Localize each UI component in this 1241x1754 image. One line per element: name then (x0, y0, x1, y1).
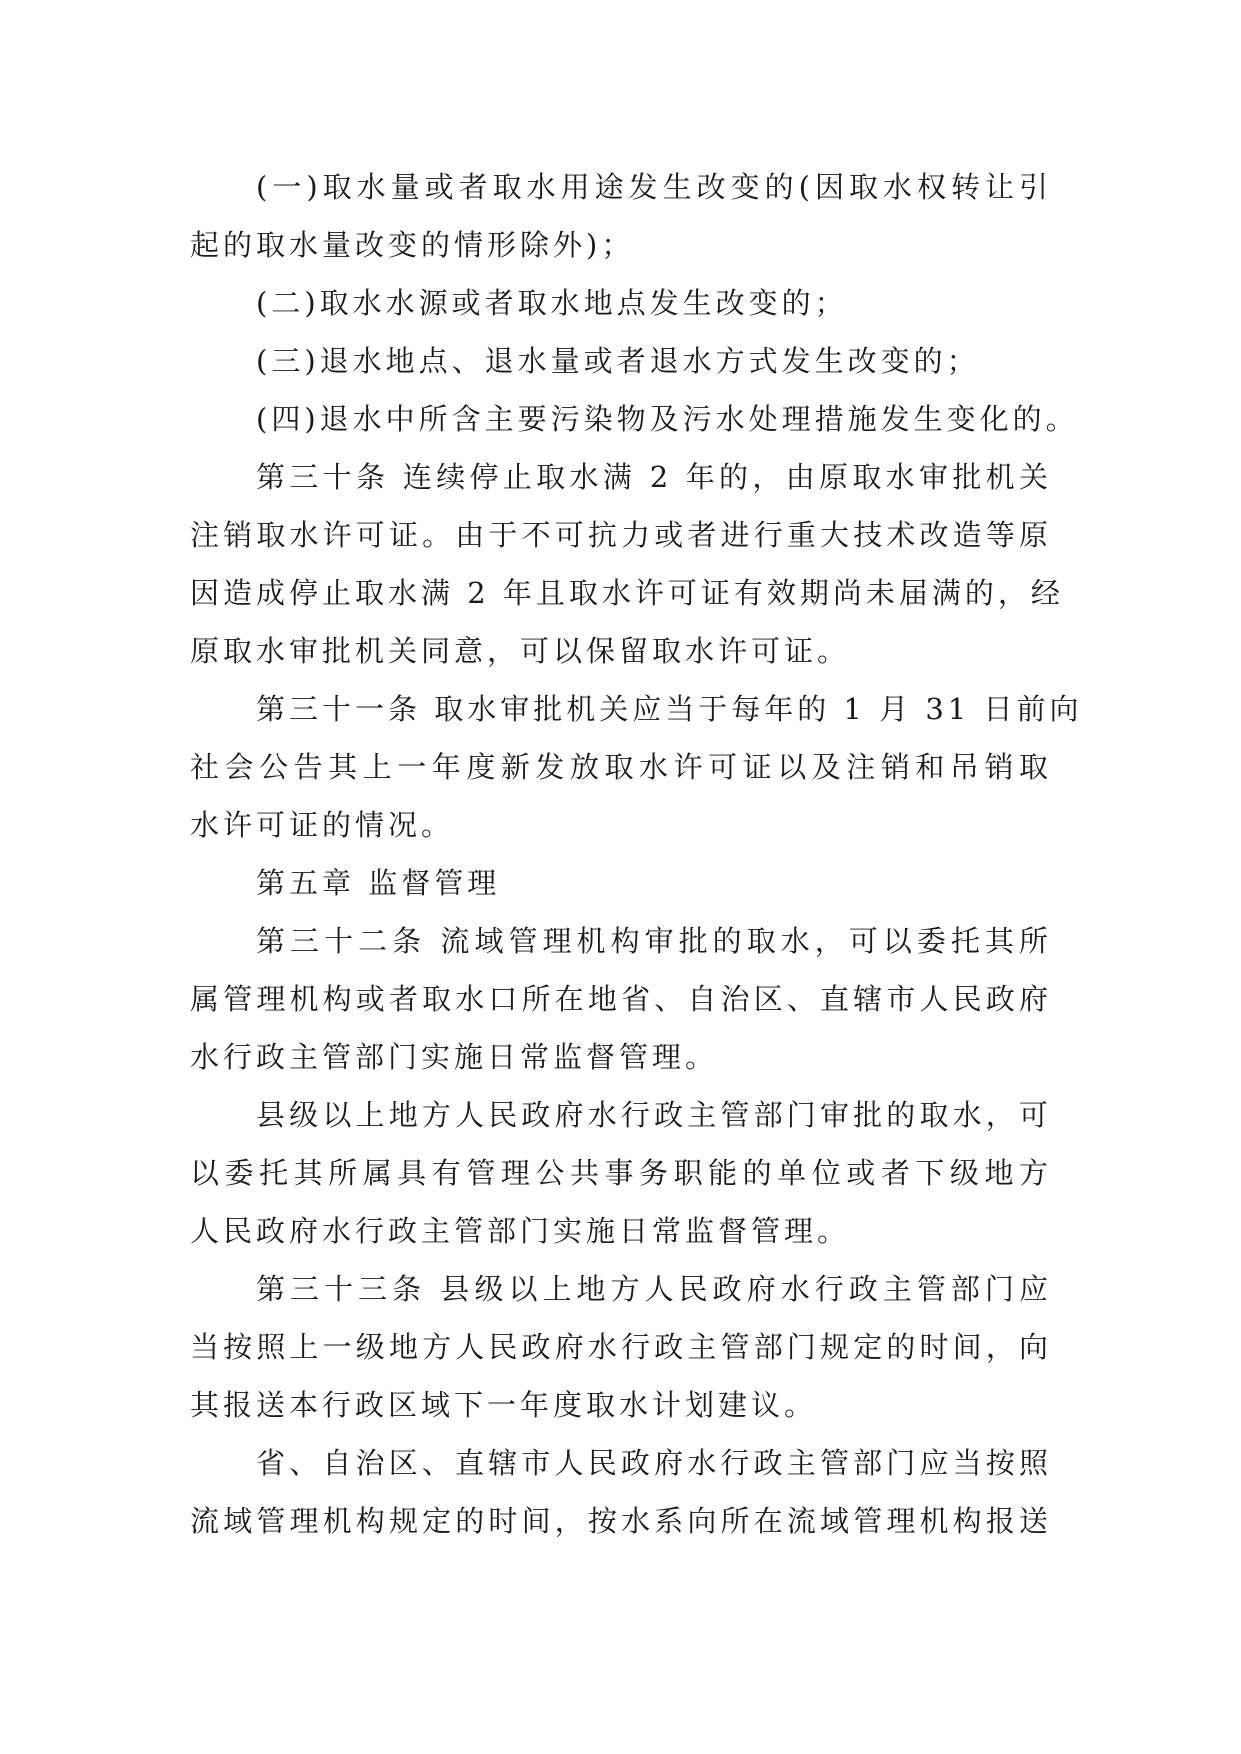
document-page (190, 158, 1083, 1550)
text-line: 其报送本行政区域下一年度取水计划建议。 (190, 1388, 818, 1422)
text-line: (三)退水地点、退水量或者退水方式发生改变的； (256, 344, 980, 378)
text-line: 社会公告其上一年度新发放取水许可证以及注销和吊销取 (190, 750, 1052, 784)
article-33-paragraph-2 (190, 1434, 1052, 1550)
paragraph-item-2 (190, 274, 1052, 332)
paragraph-item-3 (190, 332, 1052, 390)
text-line: 县级以上地方人民政府水行政主管部门审批的取水，可 (256, 1098, 1052, 1132)
article-31 (190, 680, 1083, 854)
text-line: 起的取水量改变的情形除外)； (190, 228, 635, 262)
text-line: 省、自治区、直辖市人民政府水行政主管部门应当按照 (256, 1446, 1052, 1480)
paragraph-item-1 (190, 158, 1052, 274)
text-line: 流域管理机构规定的时间，按水系向所在流域管理机构报送 (190, 1504, 1052, 1538)
text-line: (一)取水量或者取水用途发生改变的(因取水权转让引 (256, 170, 1052, 204)
chapter-heading (190, 854, 1052, 912)
text-line: 原取水审批机关同意，可以保留取水许可证。 (190, 634, 851, 668)
text-line: 第三十三条 县级以上地方人民政府水行政主管部门应 (256, 1272, 1052, 1306)
text-line: (四)退水中所含主要污染物及污水处理措施发生变化的。 (256, 402, 1079, 436)
text-line: 第三十一条 取水审批机关应当于每年的 1 月 31 日前向 (256, 692, 1083, 726)
text-line: 以委托其所属具有管理公共事务职能的单位或者下级地方 (190, 1156, 1052, 1190)
article-32 (190, 912, 1052, 1086)
text-line: 因造成停止取水满 2 年且取水许可证有效期尚未届满的，经 (190, 576, 1064, 610)
text-line: 第五章 监督管理 (256, 866, 501, 900)
article-33 (190, 1260, 1052, 1434)
paragraph-item-4 (190, 390, 1079, 448)
text-line: 第三十条 连续停止取水满 2 年的，由原取水审批机关 (256, 460, 1052, 494)
article-30 (190, 448, 1064, 680)
text-line: 属管理机构或者取水口所在地省、自治区、直辖市人民政府 (190, 982, 1052, 1016)
text-line: (二)取水水源或者取水地点发生改变的； (256, 286, 848, 320)
text-line: 当按照上一级地方人民政府水行政主管部门规定的时间，向 (190, 1330, 1052, 1364)
text-line: 第三十二条 流域管理机构审批的取水，可以委托其所 (256, 924, 1052, 958)
text-line: 水行政主管部门实施日常监督管理。 (190, 1040, 719, 1074)
article-32-paragraph-2 (190, 1086, 1052, 1260)
text-line: 人民政府水行政主管部门实施日常监督管理。 (190, 1214, 851, 1248)
text-line: 水许可证的情况。 (190, 808, 455, 842)
text-line: 注销取水许可证。由于不可抗力或者进行重大技术改造等原 (190, 518, 1052, 552)
